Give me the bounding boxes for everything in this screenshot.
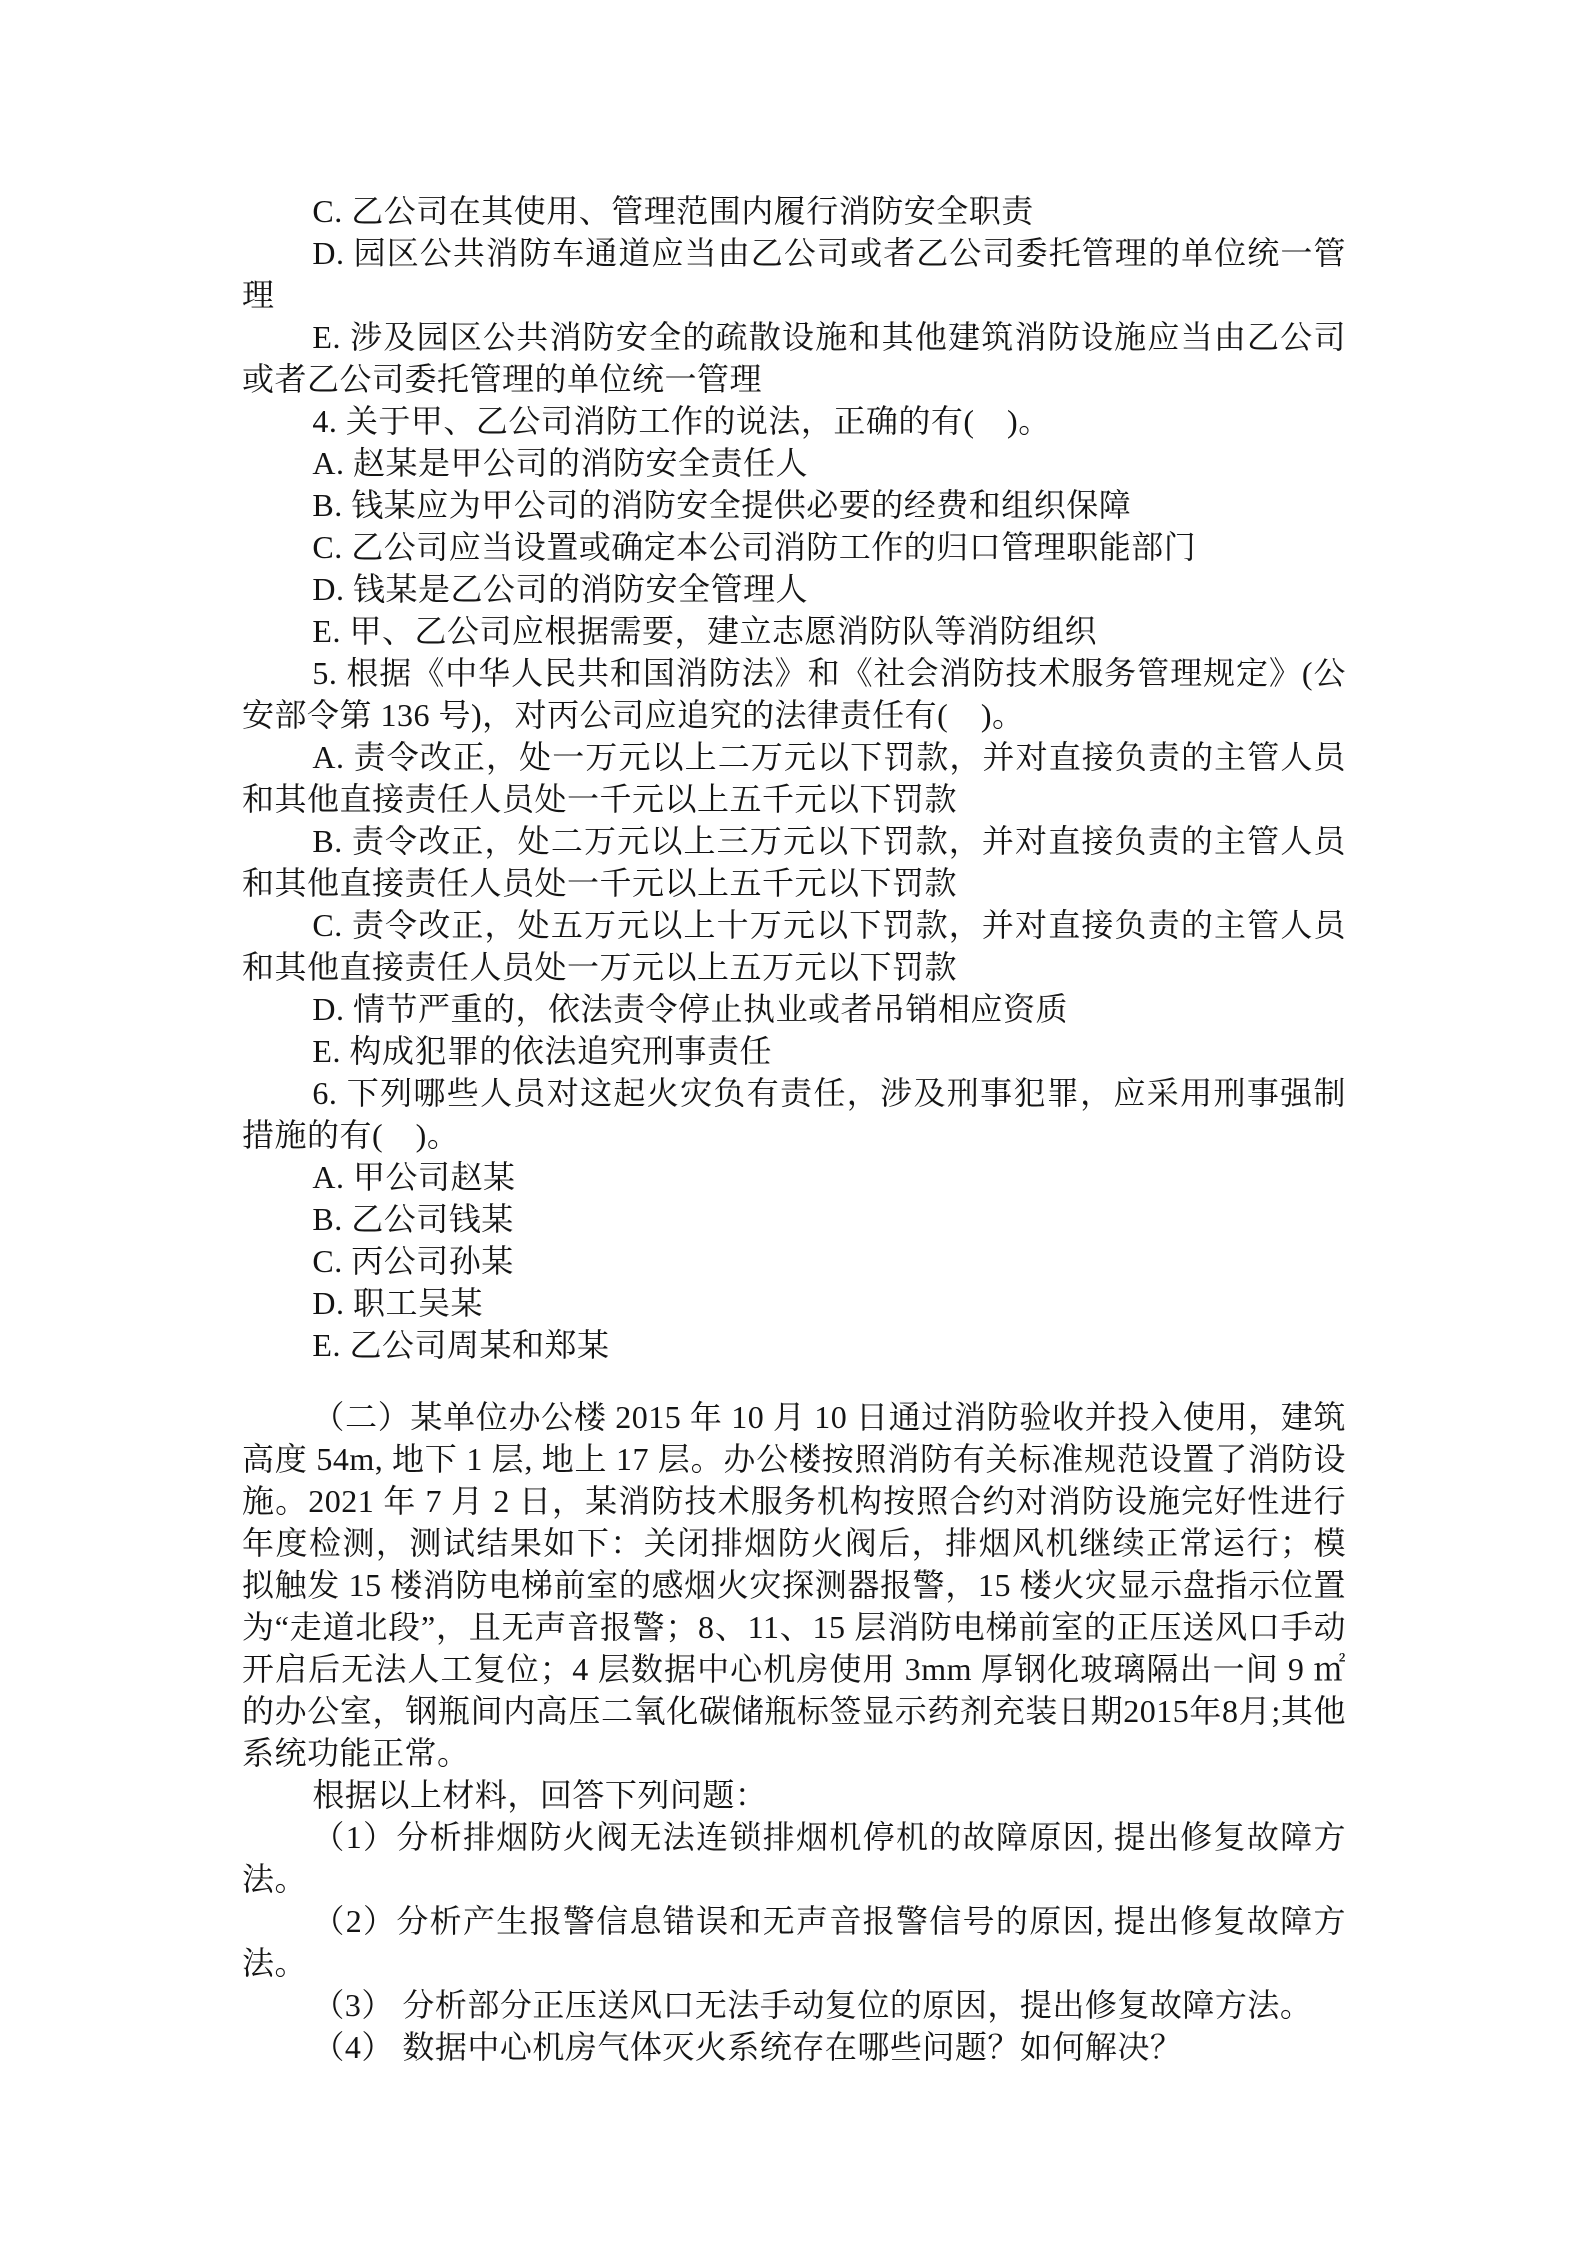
option-q6-c: C. 丙公司孙某 xyxy=(312,1243,514,1279)
option-q4-a: A. 赵某是甲公司的消防安全责任人 xyxy=(312,445,809,481)
option-q5-b: B. 责令改正，处二万元以上三万元以下罚款，并对直接负责的主管人员和其他直接责任人员处一千元以上五千元以下罚款 xyxy=(242,823,1346,901)
exam-text-block xyxy=(242,190,1346,2068)
question-5-stem: 5. 根据《中华人民共和国消防法》和《社会消防技术服务管理规定》(公安部令第 136 号)，对丙公司应追究的法律责任有( )。 xyxy=(242,655,1346,733)
question-4-stem: 4. 关于甲、乙公司消防工作的说法，正确的有( )。 xyxy=(312,403,1051,439)
option-q3-e: E. 涉及园区公共消防安全的疏散设施和其他建筑消防设施应当由乙公司或者乙公司委托管理的单位统一管理 xyxy=(242,319,1346,397)
case-2-instruction: 根据以上材料，回答下列问题： xyxy=(312,1777,768,1813)
option-q6-a: A. 甲公司赵某 xyxy=(312,1159,516,1195)
option-q5-e: E. 构成犯罪的依法追究刑事责任 xyxy=(312,1033,772,1069)
option-q4-b: B. 钱某应为甲公司的消防安全提供必要的经费和组织保障 xyxy=(312,487,1132,523)
option-q6-d: D. 职工吴某 xyxy=(312,1285,484,1321)
option-q5-a: A. 责令改正，处一万元以上二万元以下罚款，并对直接负责的主管人员和其他直接责任人员处一千元以上五千元以下罚款 xyxy=(242,739,1346,817)
case-2-subquestion-1: （1）分析排烟防火阀无法连锁排烟机停机的故障原因, 提出修复故障方法。 xyxy=(242,1819,1346,1897)
case-2-subquestion-3: （3） 分析部分正压送风口无法手动复位的原因，提出修复故障方法。 xyxy=(312,1987,1313,2023)
case-2-intro: （二）某单位办公楼 2015 年 10 月 10 日通过消防验收并投入使用，建筑高度 54m, 地下 1 层, 地上 17 层。办公楼按照消防有关标准规范设置了消防设施。2021 年 7 月 2 日，某消防技术服务机构按照合约对消防设施完好性进行年度检测，测试结果如下：关闭排烟防火阀后，排烟风机继续正常运行；模拟触发 15 楼消防电梯前室的感烟火灾探测器报警，15 楼火灾显示盘指示位置为“走道北段”，且无声音报警；8、11、15 层消防电梯前室的正压送风口手动开启后无法人工复位；4 层数据中心机房使用 3mm 厚钢化玻璃隔出一间 9 ㎡的办公室，钢瓶间内高压二氧化碳储瓶标签显示药剂充装日期2015年8月;其他系统功能正常。 xyxy=(242,1399,1346,1771)
case-2-subquestion-2: （2）分析产生报警信息错误和无声音报警信号的原因, 提出修复故障方法。 xyxy=(242,1903,1346,1981)
case-2-subquestion-4: （4） 数据中心机房气体灭火系统存在哪些问题？如何解决？ xyxy=(312,2029,1183,2065)
option-q3-c: C. 乙公司在其使用、管理范围内履行消防安全职责 xyxy=(312,193,1034,229)
option-q6-e: E. 乙公司周某和郑某 xyxy=(312,1327,610,1363)
option-q4-e: E. 甲、乙公司应根据需要，建立志愿消防队等消防组织 xyxy=(312,613,1097,649)
option-q6-b: B. 乙公司钱某 xyxy=(312,1201,514,1237)
question-6-stem: 6. 下列哪些人员对这起火灾负有责任，涉及刑事犯罪，应采用刑事强制措施的有( )。 xyxy=(242,1075,1346,1153)
option-q4-d: D. 钱某是乙公司的消防安全管理人 xyxy=(312,571,809,607)
option-q5-d: D. 情节严重的，依法责令停止执业或者吊销相应资质 xyxy=(312,991,1069,1027)
option-q4-c: C. 乙公司应当设置或确定本公司消防工作的归口管理职能部门 xyxy=(312,529,1197,565)
option-q5-c: C. 责令改正，处五万元以上十万元以下罚款，并对直接负责的主管人员和其他直接责任人员处一万元以上五万元以下罚款 xyxy=(242,907,1346,985)
option-q3-d: D. 园区公共消防车通道应当由乙公司或者乙公司委托管理的单位统一管理 xyxy=(242,235,1346,313)
